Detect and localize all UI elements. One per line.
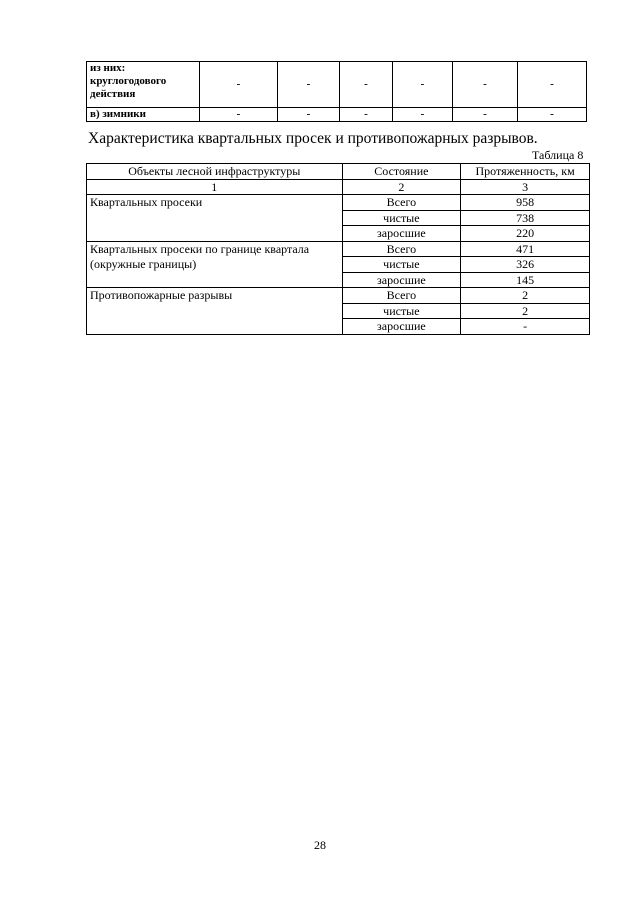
- object-boundary-clearings: [87, 241, 343, 288]
- page-number: 28: [314, 838, 326, 852]
- state-cell: заросшие: [342, 226, 461, 242]
- length-cell: 2: [461, 303, 590, 319]
- table-cell: -: [200, 62, 278, 108]
- table-cell: -: [200, 108, 278, 122]
- object-line: Квартальных просеки по границе квартала: [90, 241, 310, 256]
- header-row: [87, 164, 590, 180]
- label-line: круглогодового: [90, 75, 167, 87]
- object-line: (окружные границы): [90, 256, 197, 271]
- table-row: [87, 195, 590, 211]
- row-label-year-round: [87, 62, 200, 108]
- length-cell: 738: [461, 210, 590, 226]
- table-row: [87, 62, 587, 108]
- length-cell: 2: [461, 288, 590, 304]
- state-cell: заросшие: [342, 272, 461, 288]
- label-line: действия: [90, 88, 136, 100]
- table-cell: -: [518, 108, 587, 122]
- table-row: [87, 241, 590, 257]
- table-cell: -: [340, 108, 393, 122]
- object-quarter-clearings: Квартальных просеки: [87, 195, 343, 242]
- table-cell: -: [453, 62, 518, 108]
- table-number: Таблица 8: [532, 148, 584, 162]
- column-number: 3: [461, 179, 590, 195]
- column-header-state: Состояние: [342, 164, 461, 180]
- length-cell: 145: [461, 272, 590, 288]
- table-cell: -: [393, 62, 453, 108]
- state-cell: заросшие: [342, 319, 461, 335]
- table-cell: -: [393, 108, 453, 122]
- table-cell: -: [518, 62, 587, 108]
- length-cell: 326: [461, 257, 590, 273]
- table-row: [87, 288, 590, 304]
- table-cell: -: [453, 108, 518, 122]
- clearings-firebreaks-table: [86, 163, 590, 335]
- length-cell: -: [461, 319, 590, 335]
- row-label-winter-roads: в) зимники: [87, 108, 200, 122]
- roads-table-continuation: [86, 61, 587, 122]
- state-cell: чистые: [342, 303, 461, 319]
- object-firebreaks: Противопожарные разрывы: [87, 288, 343, 335]
- table-cell: -: [278, 62, 340, 108]
- state-cell: чистые: [342, 210, 461, 226]
- length-cell: 220: [461, 226, 590, 242]
- column-header-length: Протяженность, км: [461, 164, 590, 180]
- section-heading: Характеристика квартальных просек и противопожарных разрывов.: [88, 130, 538, 147]
- state-cell: Всего: [342, 195, 461, 211]
- state-cell: Всего: [342, 241, 461, 257]
- state-cell: Всего: [342, 288, 461, 304]
- length-cell: 958: [461, 195, 590, 211]
- length-cell: 471: [461, 241, 590, 257]
- table-cell: -: [278, 108, 340, 122]
- table-row: [87, 108, 587, 122]
- column-number: 2: [342, 179, 461, 195]
- state-cell: чистые: [342, 257, 461, 273]
- column-header-objects: Объекты лесной инфраструктуры: [87, 164, 343, 180]
- label-line: из них:: [90, 62, 126, 74]
- column-number-row: [87, 179, 590, 195]
- column-number: 1: [87, 179, 343, 195]
- table-cell: -: [340, 62, 393, 108]
